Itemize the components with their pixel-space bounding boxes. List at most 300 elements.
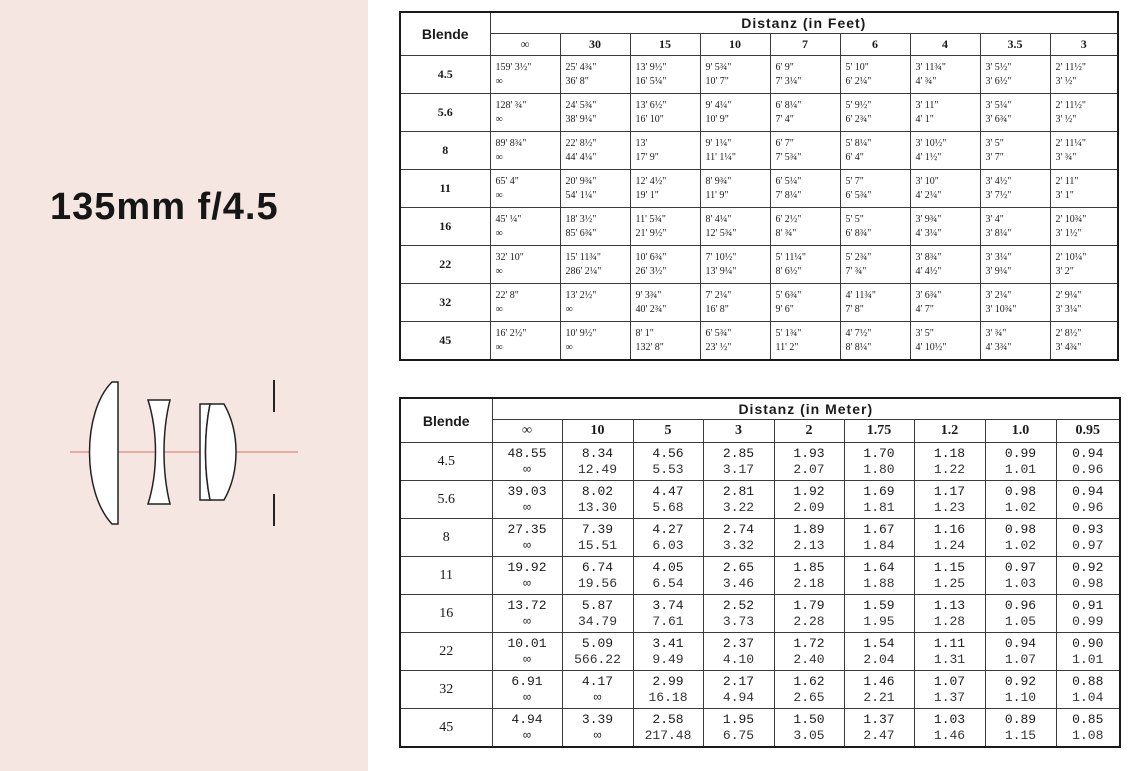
near-limit: 0.96 (1004, 597, 1037, 613)
aperture-header: Blende (400, 12, 490, 56)
far-limit: 36' 8" (565, 75, 589, 87)
depth-range-cell (490, 246, 560, 284)
depth-range-cell (700, 208, 770, 246)
front-lens-element (90, 382, 119, 524)
depth-range-cell (985, 443, 1056, 481)
near-limit: 15' 11¾" (565, 251, 602, 263)
depth-range-cell (1050, 284, 1118, 322)
far-limit: 34.79 (577, 613, 617, 629)
far-limit: 3' ¾" (1055, 151, 1077, 163)
depth-range-cell (700, 170, 770, 208)
near-limit: 8.34 (581, 445, 614, 461)
near-limit: 5' 2¾" (845, 251, 872, 263)
near-limit: 2.81 (722, 483, 755, 499)
far-limit: 4.94 (722, 689, 755, 705)
depth-range-cell (562, 595, 633, 633)
depth-range-cell (630, 170, 700, 208)
near-limit: 3' 5" (985, 137, 1004, 149)
near-limit: 0.93 (1072, 521, 1104, 537)
far-limit: 1.37 (933, 689, 966, 705)
depth-range-cell (700, 94, 770, 132)
far-limit: ∞ (523, 499, 531, 515)
aperture-value: 16 (400, 595, 492, 633)
near-limit: 5.09 (581, 635, 614, 651)
depth-range-cell (700, 322, 770, 361)
depth-range-cell (700, 132, 770, 170)
depth-range-cell (774, 633, 844, 671)
far-limit: 3' ½" (1055, 113, 1077, 125)
far-limit: 38' 9¼" (565, 113, 597, 125)
far-limit: 1.05 (1004, 613, 1037, 629)
near-limit: 2.58 (652, 711, 684, 727)
near-limit: 6' 9" (775, 61, 794, 73)
near-limit: 4.56 (652, 445, 684, 461)
far-limit: 4' 3¾" (985, 341, 1012, 353)
depth-range-cell (490, 94, 560, 132)
table-row (400, 671, 1120, 709)
distance-column-header: 10 (562, 420, 633, 443)
far-limit: 7' 8" (845, 303, 864, 315)
depth-range-cell (980, 94, 1050, 132)
distance-column-header: 4 (910, 34, 980, 56)
far-limit: 8' 8¼" (845, 341, 872, 353)
depth-range-cell (844, 595, 914, 633)
depth-range-cell (980, 208, 1050, 246)
far-limit: 3.22 (722, 499, 755, 515)
depth-range-cell (980, 56, 1050, 94)
near-limit: 89' 8¾" (495, 137, 527, 149)
near-limit: 1.59 (863, 597, 895, 613)
depth-range-cell (630, 284, 700, 322)
far-limit: 4' 4½" (915, 265, 942, 277)
depth-range-cell (914, 443, 985, 481)
far-limit: 3' 6½" (985, 75, 1012, 87)
far-limit: 1.07 (1004, 651, 1037, 667)
near-limit: 9' 4¼" (705, 99, 732, 111)
far-limit: 3' 2" (1055, 265, 1074, 277)
far-limit: 1.22 (933, 461, 966, 477)
near-limit: 4' 7½" (845, 327, 872, 339)
far-limit: ∞ (593, 689, 602, 705)
near-limit: 4.27 (652, 521, 684, 537)
near-limit: 1.13 (933, 597, 966, 613)
far-limit: ∞ (565, 341, 573, 353)
depth-range-cell (840, 132, 910, 170)
far-limit: 8' ¾" (775, 227, 797, 239)
depth-range-cell (980, 322, 1050, 361)
near-limit: 2.74 (722, 521, 755, 537)
distance-header: Distanz (in Feet) (490, 12, 1118, 34)
near-limit: 18' 3½" (565, 213, 597, 225)
near-limit: 1.54 (863, 635, 895, 651)
far-limit: ∞ (523, 689, 531, 705)
depth-range-cell (492, 443, 562, 481)
far-limit: 4' 3¼" (915, 227, 942, 239)
near-limit: 3' 4½" (985, 175, 1012, 187)
far-limit: 1.02 (1004, 499, 1037, 515)
far-limit: 1.03 (1004, 575, 1037, 591)
far-limit: ∞ (495, 303, 503, 315)
depth-range-cell (630, 208, 700, 246)
depth-range-cell (770, 322, 840, 361)
aperture-value: 8 (400, 132, 490, 170)
depth-range-cell (1056, 481, 1120, 519)
lens-title: 135mm f/4.5 (50, 186, 279, 228)
near-limit: 5' 9½" (845, 99, 872, 111)
far-limit: 3.32 (722, 537, 755, 553)
distance-header: Distanz (in Meter) (492, 398, 1120, 420)
near-limit: 3' 11¾" (915, 61, 947, 73)
depth-range-cell (560, 208, 630, 246)
near-limit: 0.92 (1072, 559, 1104, 575)
near-limit: 5.87 (581, 597, 614, 613)
near-limit: 22' 8" (495, 289, 519, 301)
near-limit: 2' 11" (1055, 175, 1079, 187)
aperture-value: 4.5 (400, 56, 490, 94)
near-limit: 3' 11" (915, 99, 939, 111)
far-limit: 7' 5¾" (775, 151, 802, 163)
depth-range-cell (703, 481, 774, 519)
lens-element-diagram (60, 372, 300, 532)
near-limit: 3' ¾" (985, 327, 1007, 339)
far-limit: 11' 1¼" (705, 151, 737, 163)
near-limit: 19.92 (507, 559, 547, 575)
depth-range-cell (774, 671, 844, 709)
distance-column-header: ∞ (490, 34, 560, 56)
far-limit: 21' 9½" (635, 227, 667, 239)
aperture-value: 22 (400, 246, 490, 284)
depth-range-cell (562, 671, 633, 709)
far-limit: 3' 7½" (985, 189, 1012, 201)
near-limit: 1.15 (933, 559, 966, 575)
far-limit: ∞ (523, 575, 531, 591)
far-limit: 3.73 (722, 613, 755, 629)
far-limit: 1.23 (933, 499, 966, 515)
far-limit: 7' ¾" (845, 265, 867, 277)
near-limit: 10' 6¾" (635, 251, 667, 263)
far-limit: 286' 2¼" (565, 265, 602, 277)
depth-range-cell (700, 246, 770, 284)
near-limit: 9' 5¾" (705, 61, 732, 73)
near-limit: 9' 3¾" (635, 289, 662, 301)
distance-column-header: 2 (774, 420, 844, 443)
near-limit: 1.64 (863, 559, 895, 575)
depth-range-cell (910, 132, 980, 170)
aperture-value: 16 (400, 208, 490, 246)
depth-range-cell (633, 633, 703, 671)
near-limit: 4.94 (511, 711, 543, 727)
depth-range-cell (770, 170, 840, 208)
table-row (400, 633, 1120, 671)
far-limit: 3.17 (722, 461, 755, 477)
aperture-value: 4.5 (400, 443, 492, 481)
near-limit: 45' ¼" (495, 213, 522, 225)
far-limit: 6' 4" (845, 151, 864, 163)
depth-range-cell (985, 633, 1056, 671)
aperture-value: 22 (400, 633, 492, 671)
depth-range-cell (774, 557, 844, 595)
far-limit: 15.51 (577, 537, 617, 553)
far-limit: 26' 3½" (635, 265, 667, 277)
depth-range-cell (1056, 709, 1120, 748)
depth-range-cell (844, 633, 914, 671)
far-limit: 17' 9" (635, 151, 659, 163)
near-limit: 0.98 (1004, 521, 1037, 537)
far-limit: 2.28 (793, 613, 825, 629)
near-limit: 5' 8¼" (845, 137, 872, 149)
depth-range-cell (770, 132, 840, 170)
near-limit: 6' 7" (775, 137, 794, 149)
far-limit: 4' 1" (915, 113, 934, 125)
depth-range-cell (840, 246, 910, 284)
far-limit: 3.05 (793, 727, 825, 743)
depth-range-cell (490, 284, 560, 322)
far-limit: 2.09 (793, 499, 825, 515)
table-row (400, 94, 1118, 132)
near-limit: 13' 2½" (565, 289, 597, 301)
near-limit: 2.17 (722, 673, 755, 689)
far-limit: 1.95 (863, 613, 895, 629)
far-limit: 4' 7" (915, 303, 934, 315)
depth-range-cell (840, 94, 910, 132)
near-limit: 0.92 (1004, 673, 1037, 689)
depth-range-cell (703, 709, 774, 748)
near-limit: 1.03 (933, 711, 966, 727)
far-limit: 2.18 (793, 575, 825, 591)
near-limit: 2' 9¼" (1055, 289, 1082, 301)
depth-range-cell (630, 56, 700, 94)
far-limit: 9' 6" (775, 303, 794, 315)
table-row (400, 132, 1118, 170)
depth-range-cell (1056, 633, 1120, 671)
near-limit: 1.89 (793, 521, 825, 537)
depth-range-cell (562, 443, 633, 481)
far-limit: 7' 3¼" (775, 75, 802, 87)
far-limit: ∞ (523, 537, 531, 553)
far-limit: 23' ½" (705, 341, 732, 353)
near-limit: 2.65 (722, 559, 755, 575)
depth-range-cell (1056, 557, 1120, 595)
depth-range-cell (770, 208, 840, 246)
far-limit: 6' 5¾" (845, 189, 872, 201)
near-limit: 5' 1¾" (775, 327, 802, 339)
far-limit: 1.84 (863, 537, 895, 553)
table-row (400, 56, 1118, 94)
far-limit: 3' 8¼" (985, 227, 1012, 239)
depth-range-cell (560, 170, 630, 208)
lens-info-panel (0, 0, 368, 771)
far-limit: 2.40 (793, 651, 825, 667)
near-limit: 2' 11½" (1055, 99, 1087, 111)
far-limit: 6' 8¾" (845, 227, 872, 239)
depth-range-cell (770, 284, 840, 322)
near-limit: 1.62 (793, 673, 825, 689)
depth-range-cell (844, 709, 914, 748)
near-limit: 11' 5¾" (635, 213, 667, 225)
near-limit: 0.91 (1072, 597, 1104, 613)
depth-range-cell (914, 595, 985, 633)
far-limit: 6' 2¾" (845, 113, 872, 125)
near-limit: 9' 1¼" (705, 137, 732, 149)
depth-range-cell (914, 519, 985, 557)
far-limit: 1.08 (1072, 727, 1104, 743)
depth-range-cell (770, 56, 840, 94)
far-limit: 9.49 (652, 651, 684, 667)
depth-range-cell (562, 557, 633, 595)
far-limit: 3' 9¼" (985, 265, 1012, 277)
far-limit: 1.88 (863, 575, 895, 591)
depth-range-cell (703, 443, 774, 481)
depth-range-cell (914, 481, 985, 519)
depth-range-cell (910, 56, 980, 94)
table-row (400, 709, 1120, 748)
depth-range-cell (492, 671, 562, 709)
depth-range-cell (560, 132, 630, 170)
near-limit: 3' 9¾" (915, 213, 942, 225)
aperture-value: 45 (400, 709, 492, 748)
near-limit: 0.99 (1004, 445, 1037, 461)
far-limit: 16.18 (648, 689, 688, 705)
far-limit: 4' ¾" (915, 75, 937, 87)
depth-range-cell (985, 557, 1056, 595)
depth-range-cell (840, 208, 910, 246)
aperture-value: 45 (400, 322, 490, 361)
near-limit: 1.85 (793, 559, 825, 575)
depth-range-cell (980, 284, 1050, 322)
depth-range-cell (700, 284, 770, 322)
distance-column-header: 5 (633, 420, 703, 443)
near-limit: 1.16 (933, 521, 966, 537)
depth-range-cell (630, 322, 700, 361)
near-limit: 6' 8¼" (775, 99, 802, 111)
near-limit: 3' 10½" (915, 137, 947, 149)
depth-range-cell (985, 595, 1056, 633)
far-limit: 132' 8" (635, 341, 664, 353)
near-limit: 16' 2½" (495, 327, 527, 339)
depth-range-cell (492, 519, 562, 557)
far-limit: 2.21 (863, 689, 895, 705)
depth-range-cell (700, 56, 770, 94)
depth-range-cell (1050, 132, 1118, 170)
near-limit: 8' 1" (635, 327, 654, 339)
far-limit: 10' 7" (705, 75, 729, 87)
table-row (400, 322, 1118, 361)
depth-range-cell (770, 246, 840, 284)
distance-column-header: ∞ (492, 420, 562, 443)
near-limit: 3' 6¾" (915, 289, 942, 301)
near-limit: 12' 4½" (635, 175, 667, 187)
far-limit: 13' 9¼" (705, 265, 737, 277)
far-limit: 13.30 (577, 499, 617, 515)
near-limit: 3' 2¼" (985, 289, 1012, 301)
near-limit: 0.94 (1072, 445, 1104, 461)
far-limit: 1.02 (1004, 537, 1037, 553)
near-limit: 1.07 (933, 673, 966, 689)
far-limit: 6.03 (652, 537, 684, 553)
depth-range-cell (840, 322, 910, 361)
rear-lens-element (206, 404, 237, 500)
far-limit: 85' 6¾" (565, 227, 597, 239)
far-limit: ∞ (523, 651, 531, 667)
far-limit: ∞ (495, 151, 503, 163)
far-limit: 0.99 (1072, 613, 1104, 629)
depth-range-cell (560, 246, 630, 284)
depth-range-cell (633, 595, 703, 633)
far-limit: 0.97 (1072, 537, 1104, 553)
far-limit: 4.10 (722, 651, 755, 667)
near-limit: 4.05 (652, 559, 684, 575)
near-limit: 3.74 (652, 597, 684, 613)
depth-range-cell (1056, 595, 1120, 633)
depth-range-cell (985, 671, 1056, 709)
aperture-value: 11 (400, 170, 490, 208)
depth-of-field-table-meter (399, 397, 1121, 748)
depth-range-cell (1050, 170, 1118, 208)
near-limit: 3.39 (581, 711, 614, 727)
depth-range-cell (844, 557, 914, 595)
distance-column-header: 1.0 (985, 420, 1056, 443)
near-limit: 6.91 (511, 673, 543, 689)
far-limit: 19' 1" (635, 189, 659, 201)
depth-range-cell (910, 284, 980, 322)
far-limit: 6' 2¼" (845, 75, 872, 87)
distance-column-header: 3.5 (980, 34, 1050, 56)
near-limit: 13' (635, 137, 648, 149)
depth-range-cell (770, 94, 840, 132)
depth-range-cell (774, 519, 844, 557)
near-limit: 8' 9¾" (705, 175, 732, 187)
near-limit: 1.50 (793, 711, 825, 727)
table-row (400, 595, 1120, 633)
near-limit: 2' 10¾" (1055, 213, 1087, 225)
near-limit: 1.93 (793, 445, 825, 461)
near-limit: 65' 4" (495, 175, 519, 187)
far-limit: ∞ (523, 613, 531, 629)
depth-range-cell (490, 208, 560, 246)
far-limit: 0.96 (1072, 499, 1104, 515)
distance-column-header: 3 (703, 420, 774, 443)
depth-range-cell (1056, 671, 1120, 709)
near-limit: 1.37 (863, 711, 895, 727)
depth-range-cell (490, 56, 560, 94)
depth-range-cell (633, 481, 703, 519)
far-limit: 4' 2¼" (915, 189, 942, 201)
depth-range-cell (980, 170, 1050, 208)
far-limit: 7' 4" (775, 113, 794, 125)
depth-range-cell (914, 709, 985, 748)
near-limit: 6' 5¾" (705, 327, 732, 339)
table-row (400, 170, 1118, 208)
far-limit: 1.28 (933, 613, 966, 629)
depth-of-field-table-feet (399, 11, 1119, 361)
far-limit: 16' 8" (705, 303, 729, 315)
depth-range-cell (1050, 56, 1118, 94)
near-limit: 24' 5¾" (565, 99, 597, 111)
near-limit: 7' 2¼" (705, 289, 732, 301)
depth-range-cell (774, 595, 844, 633)
distance-column-header: 0.95 (1056, 420, 1120, 443)
far-limit: 2.47 (863, 727, 895, 743)
near-limit: 0.94 (1004, 635, 1037, 651)
depth-range-cell (844, 443, 914, 481)
far-limit: 4' 10½" (915, 341, 947, 353)
near-limit: 27.35 (507, 521, 547, 537)
near-limit: 0.97 (1004, 559, 1037, 575)
depth-range-cell (490, 170, 560, 208)
near-limit: 3' 5½" (985, 61, 1012, 73)
depth-range-cell (840, 170, 910, 208)
near-limit: 5' 6¾" (775, 289, 802, 301)
